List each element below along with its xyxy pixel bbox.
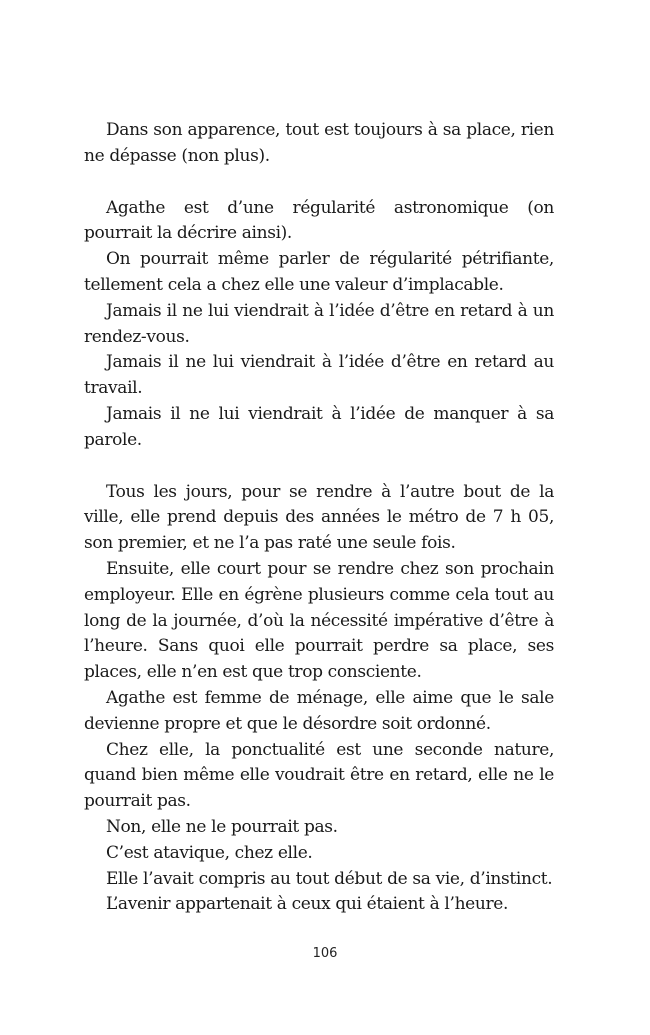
paragraph: Jamais il ne lui viendrait à l’idée d’être en retard à un rendez-vous. [84,300,554,347]
section-gap [84,170,554,196]
paragraph: Jamais il ne lui viendrait à l’idée d’être en retard au travail. [84,352,554,399]
page-body [84,118,554,918]
paragraph: Chez elle, la ponctualité est une seconde nature, quand bien même elle voudrait être en retard, elle ne le pourrait pas. [84,739,554,812]
paragraph: Elle l’avait compris au tout début de sa vie, d’instinct. [106,868,553,889]
paragraph: Agathe est femme de ménage, elle aime que le sale devienne propre et que le désordre soit ordonné. [84,687,554,734]
paragraph: Tous les jours, pour se rendre à l’autre bout de la ville, elle prend depuis des années le métro de 7 h 05, son premier, et ne l’a pas raté une seule fois. [84,481,554,554]
text-block-1 [84,118,554,170]
page-number: 106 [312,946,338,961]
paragraph: Jamais il ne lui viendrait à l’idée de manquer à sa parole. [84,403,554,450]
paragraph: L’avenir appartenait à ceux qui étaient à l’heure. [106,894,509,915]
paragraph: C’est atavique, chez elle. [106,842,313,863]
paragraph: Non, elle ne le pourrait pas. [106,816,338,837]
paragraph: Ensuite, elle court pour se rendre chez son prochain employeur. Elle en égrène plusieurs comme cela tout au long de la journée, d’où la nécessité impérative d’être à l’heure. Sans quoi elle pourrait perdre sa place, ses places, elle n’en est que trop consciente. [84,558,554,683]
paragraph: Agathe est d’une régularité astronomique (on pourrait la décrire ainsi). [84,197,554,244]
text-block-2 [84,196,554,454]
text-block-3 [84,480,554,919]
paragraph: On pourrait même parler de régularité pétrifiante, tellement cela a chez elle une valeur d’implacable. [84,249,554,295]
paragraph: Dans son apparence, tout est toujours à sa place, rien ne dépasse (non plus). [84,120,554,166]
section-gap [84,454,554,480]
